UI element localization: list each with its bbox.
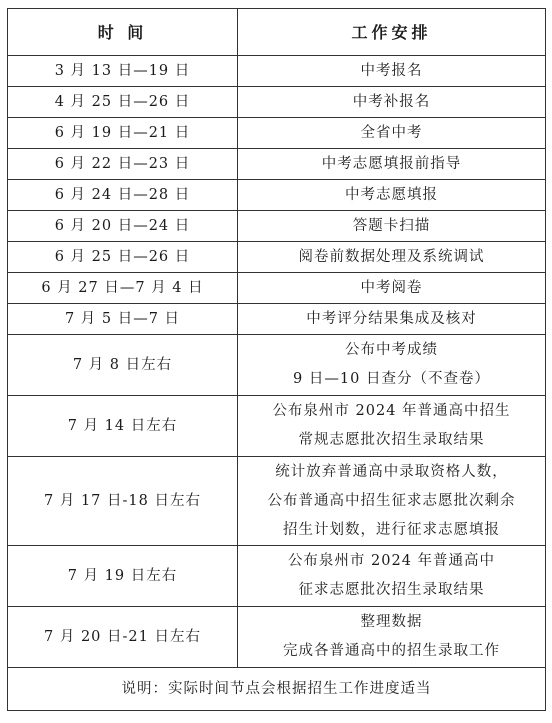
schedule-rows	[8, 56, 546, 668]
row-tasks	[238, 87, 546, 118]
table-row	[8, 87, 546, 118]
row-time: 7 月 19 日左右	[8, 546, 238, 607]
table-row	[8, 607, 546, 668]
row-tasks	[238, 118, 546, 149]
row-tasks	[238, 273, 546, 304]
row-time: 6 月 22 日—23 日	[8, 149, 238, 180]
row-time: 3 月 13 日—19 日	[8, 56, 238, 87]
task-line: 公布中考成绩	[345, 342, 438, 358]
row-tasks	[238, 457, 546, 546]
table-row	[8, 242, 546, 273]
row-tasks	[238, 304, 546, 335]
task-line: 统计放弃普通高中录取资格人数，	[275, 463, 508, 480]
row-tasks	[238, 149, 546, 180]
row-tasks	[238, 607, 546, 668]
task-line: 公布普通高中招生征求志愿批次剩余	[267, 492, 516, 509]
table-row	[8, 211, 546, 242]
task-line: 公布泉州市 2024 年普通高中	[287, 553, 496, 569]
table-row	[8, 180, 546, 211]
row-time: 6 月 24 日—28 日	[8, 180, 238, 211]
task-line: 9 日—10 日查分（不查卷）	[293, 371, 490, 387]
row-tasks	[238, 56, 546, 87]
row-tasks	[238, 211, 546, 242]
schedule-document	[7, 8, 545, 720]
row-time: 7 月 17 日-18 日左右	[8, 457, 238, 546]
table-row	[8, 546, 546, 607]
header-work-arrangement: 工作安排	[238, 9, 546, 56]
table-row	[8, 335, 546, 396]
task-line: 中考补报名	[352, 93, 431, 110]
row-time: 6 月 27 日—7 月 4 日	[8, 273, 238, 304]
task-line: 中考志愿填报	[345, 186, 438, 203]
task-line: 中考报名	[360, 62, 423, 79]
task-line: 常规志愿批次招生录取结果	[298, 432, 485, 448]
row-time: 6 月 20 日—24 日	[8, 211, 238, 242]
task-line: 整理数据	[360, 614, 423, 630]
task-line: 中考评分结果集成及核对	[306, 310, 477, 327]
row-time: 7 月 20 日-21 日左右	[8, 607, 238, 668]
header-time: 时 间	[8, 9, 238, 56]
table-row	[8, 273, 546, 304]
task-line: 征求志愿批次招生录取结果	[298, 582, 485, 598]
task-line: 阅卷前数据处理及系统调试	[298, 248, 485, 265]
table-row	[8, 396, 546, 457]
row-time: 6 月 19 日—21 日	[8, 118, 238, 149]
task-line: 中考阅卷	[360, 279, 423, 296]
task-line: 答题卡扫描	[352, 217, 431, 234]
task-line: 公布泉州市 2024 年普通高中招生	[272, 403, 511, 419]
row-tasks	[238, 546, 546, 607]
row-tasks	[238, 396, 546, 457]
row-tasks	[238, 180, 546, 211]
task-line: 中考志愿填报前指导	[321, 155, 462, 172]
note-row	[8, 668, 546, 711]
table-row	[8, 56, 546, 87]
task-line: 完成各普通高中的招生录取工作	[283, 643, 500, 659]
task-line: 全省中考	[360, 124, 423, 141]
row-tasks	[238, 242, 546, 273]
note-text: 说明：实际时间节点会根据招生工作进度适当	[8, 668, 546, 711]
schedule-table	[7, 8, 546, 711]
row-tasks	[238, 335, 546, 396]
task-line: 招生计划数，进行征求志愿填报	[283, 521, 500, 538]
table-row	[8, 304, 546, 335]
row-time: 6 月 25 日—26 日	[8, 242, 238, 273]
row-time: 7 月 8 日左右	[8, 335, 238, 396]
table-row	[8, 149, 546, 180]
row-time: 7 月 14 日左右	[8, 396, 238, 457]
table-row	[8, 118, 546, 149]
header-row	[8, 9, 546, 56]
table-row	[8, 457, 546, 546]
row-time: 4 月 25 日—26 日	[8, 87, 238, 118]
row-time: 7 月 5 日—7 日	[8, 304, 238, 335]
